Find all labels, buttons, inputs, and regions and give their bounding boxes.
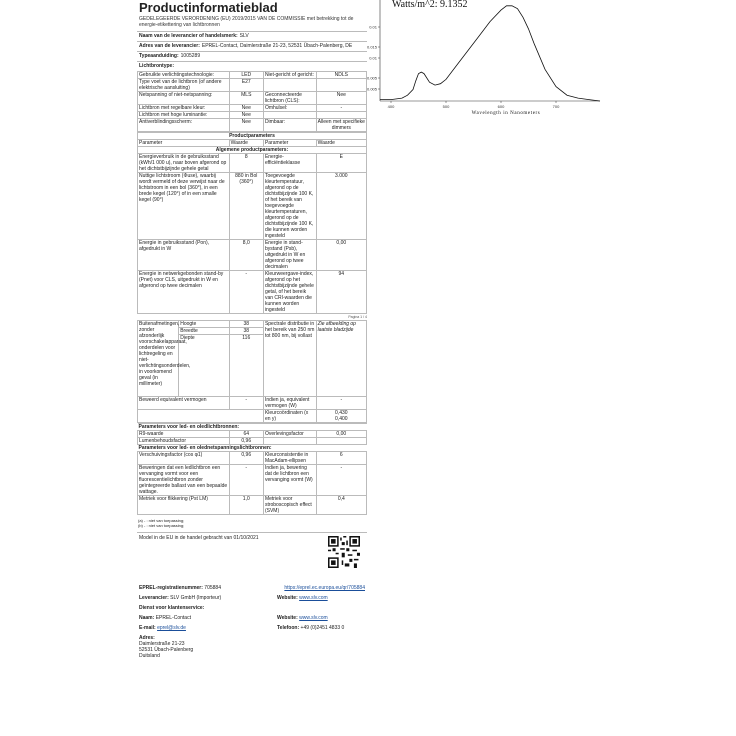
dim-height-value: 38: [229, 321, 263, 328]
spectral-chart-svg: [368, 0, 608, 120]
footer: [137, 532, 367, 657]
type-cell-2: [263, 79, 316, 92]
mains-row: [138, 452, 367, 465]
website-label: Website:: [277, 595, 298, 601]
type-cell-2: Dimbaar:: [263, 119, 316, 132]
type-cell-0: Type voet van de lichtbron (of andere elektrische aansluiting): [138, 79, 230, 92]
supplier-row: [137, 31, 367, 41]
general-cell-2: Energie in stand-bystand (Psb), uitgedrukt in W en afgerond op twee decimalen: [263, 240, 316, 271]
general-cell-0: Energieverbruik in de gebruiksstand (kWh/1 000 u), naar boven afgerond op het dichtstbijzijnde gehele getal: [138, 154, 230, 173]
regulation-text: GEDELEGEERDE VERORDENING (EU) 2019/2015 VAN DE COMMISSIE met betrekking tot de energie-etikettering van lichtbronnen: [139, 16, 354, 28]
type-cell-2: Niet-gericht of gericht:: [263, 72, 316, 79]
footnote-a: (a) - : niet van toepassing;: [138, 518, 185, 523]
spectral-value: Zie afbeelding op laatste bladzijde: [316, 321, 366, 397]
dim-depth-label: Diepte: [179, 335, 229, 397]
type-cell-0: Lichtbron met regelbare kleur:: [138, 105, 230, 112]
type-table: [137, 71, 367, 132]
footnote-b: (b) - : niet van toepassing;: [138, 523, 185, 528]
type-cell-1: Nee: [229, 112, 263, 119]
type-cell-3: -: [316, 105, 366, 112]
type-row: [138, 119, 367, 132]
type-cell-1: LED: [229, 72, 263, 79]
led-cell-0: Lumenbehoudsfactor: [138, 438, 230, 445]
y-tick-label-0: 0.01: [369, 24, 377, 30]
general-cell-3: 94: [316, 271, 366, 314]
general-row: [138, 173, 367, 240]
supplier-label: Leverancier:: [139, 595, 169, 601]
led-cell-0: R9-waarde: [138, 431, 230, 438]
general-cell-0: Energie in netwerkgebonden stand-by (Pnet) voor CLS, uitgedrukt in W en afgerond op twee decimalen: [138, 271, 230, 314]
service-label: Dienst voor klantenservice:: [139, 605, 205, 611]
params-header-parameter-2: Parameter: [263, 140, 316, 147]
spectrum-line-0: [380, 6, 600, 101]
chroma-values: [316, 410, 366, 423]
mains-cell-2: Metriek voor stroboscopisch effect (SVM): [263, 496, 316, 515]
page-number: Pagina 1 / 4: [348, 315, 367, 319]
type-cell-0: Netspanning of niet-netspanning:: [138, 92, 230, 105]
mains-row: [138, 496, 367, 515]
led-cell-3: 0,00: [316, 431, 366, 438]
y-tick-label-4: 0.005: [366, 86, 377, 92]
type-row: [138, 92, 367, 105]
general-cell-3: E: [316, 154, 366, 173]
type-cell-3: NDLS: [316, 72, 366, 79]
product-information-sheet: [137, 0, 367, 736]
phone-value: +49 (0)2451 4833 0: [300, 625, 345, 631]
led-row: [138, 438, 367, 445]
chroma-label: Kleurcoördinaten (x en y): [263, 410, 316, 423]
type-cell-3: Nee: [316, 92, 366, 105]
led-table: [137, 423, 367, 515]
led-cell-2: [263, 438, 316, 445]
general-row: [138, 271, 367, 314]
x-tick-label-3: 700: [552, 104, 560, 109]
model-value: 1005289: [180, 53, 201, 59]
params-header-value: Waarde: [229, 140, 263, 147]
general-cell-2: Kleurweergave-index, afgerond op het dichtstbijzijnde gehele getal, of het bereik van CRI-waarden die kunnen worden ingesteld: [263, 271, 316, 314]
chart-xlabel: Wavelength in Nanometers: [471, 111, 541, 116]
type-cell-3: [316, 112, 366, 119]
dim-width-label: Breedte: [179, 328, 229, 335]
type-cell-2: Geconnecteerde lichtbron (CLS):: [263, 92, 316, 105]
dim-width-value: 38: [229, 328, 263, 335]
mains-cell-0: Verschuivingsfactor (cos φ1): [138, 452, 230, 465]
y-tick-label-1: 0.015: [366, 44, 377, 50]
name-value: EPREL-Contact: [155, 615, 191, 621]
spectral-chart: [368, 0, 608, 120]
led-cell-1: 64: [229, 431, 263, 438]
eprel-link[interactable]: https://eprel.ec.europa.eu/qr/705884: [284, 585, 365, 591]
type-cell-1: MLS: [229, 92, 263, 105]
type-cell-1: E27: [229, 79, 263, 92]
spectral-label: Spectrale distributie in het bereik van 250 nm tot 800 nm, bij vollast: [263, 321, 316, 397]
type-cell-0: Gebruikte verlichtingstechnologie:: [138, 72, 230, 79]
general-cell-1: 8,0: [229, 240, 263, 271]
mains-cell-2: Kleurconsistentie in MacAdam-ellipsen: [263, 452, 316, 465]
website-label-2: Website:: [277, 615, 298, 621]
type-row: [138, 112, 367, 119]
addr-label: Adres:: [139, 635, 155, 641]
type-cell-1: Nee: [229, 119, 263, 132]
mains-cell-3: 0,4: [316, 496, 366, 515]
mains-cell-3: -: [316, 465, 366, 496]
dim-height-label: Hoogte: [179, 321, 229, 328]
general-row: [138, 154, 367, 173]
mains-cell-0: Beweringen dat een ledlichtbron een vervanging vormt voor een fluorescentielichtbron zonder geïntegreerde ballast van een bepaalde wattage.: [139, 465, 228, 495]
qr-code: [328, 536, 360, 568]
mains-cell-0: Metriek voor flikkering (Pst LM): [138, 496, 230, 515]
type-cell-3: Alleen met specifieke dimmers: [317, 119, 365, 131]
y-tick-label-3: 0.005: [366, 75, 377, 81]
supplier-name-label: Naam van de leverancier of handelsmerk:: [139, 33, 238, 39]
general-row: [138, 240, 367, 271]
supplier-value: SLV GmbH (Importeur): [170, 595, 222, 601]
params-header-value-2: Waarde: [316, 140, 366, 147]
mains-cell-2: Indien ja, bewering dat de lichtbron een vervanging vormt (W): [263, 465, 316, 496]
equiv-value: -: [229, 397, 263, 410]
lighttype-label: Lichtbrontype:: [139, 63, 174, 69]
params-header-parameter: Parameter: [138, 140, 230, 147]
mains-row: [138, 465, 367, 496]
email-label: E-mail:: [139, 625, 156, 631]
equiv-right-label: Indien ja, equivalent vermogen (W): [263, 397, 316, 410]
addr-line-1: Daimlerstraße 21-23: [139, 641, 185, 647]
type-cell-3: [316, 79, 366, 92]
supplier-name: SLV: [239, 33, 249, 39]
led-row: [138, 431, 367, 438]
general-cell-1: 880 in Bol (360°): [229, 173, 263, 240]
type-cell-0: Antiverblindingsscherm:: [138, 119, 230, 132]
chroma-x: 0,430: [335, 410, 348, 416]
general-cell-0: Nuttige lichtstroom (Φuse), waarbij wordt vermeld of deze verwijst naar de lichtstroom in een bol (360°), in een brede kegel (120°) of in een smalle kegel (90°): [138, 173, 230, 240]
mains-title: Parameters voor led- en olednetspanningslichtbronnen:: [138, 445, 367, 452]
type-row: [138, 79, 367, 92]
phone-label: Telefoon:: [277, 625, 300, 631]
general-cell-3: 0,00: [316, 240, 366, 271]
model-row: [137, 51, 367, 61]
mains-cell-1: 1,0: [229, 496, 263, 515]
sheet-title: Productinformatieblad: [139, 0, 278, 15]
equiv-right-value: -: [316, 397, 366, 410]
params-title: Productparameters: [138, 133, 367, 140]
email-link[interactable]: eprel@slv.de: [157, 625, 186, 631]
type-cell-0: Lichtbron met hoge luminantie:: [138, 112, 230, 119]
y-tick-label-2: 0.01: [369, 55, 377, 61]
eprel-label: EPREL-registratienummer:: [139, 585, 203, 591]
dims-label: Buitenafmetingen, zonder afzonderlijk voorschakelapparaat, onderdelen voor lichtregeling en niet-verlichtingsonderdelen, in voorkomend geval (in millimeter): [138, 321, 179, 397]
type-cell-2: Omhulsel:: [263, 105, 316, 112]
led-cell-3: [316, 438, 366, 445]
chroma-y: 0,400: [335, 416, 348, 422]
type-cell-1: Nee: [229, 105, 263, 112]
address-label: Adres van de leverancier:: [139, 43, 200, 49]
type-row: [138, 105, 367, 112]
chart-title: Watts/m^2: 9.1352: [392, 0, 468, 10]
address-value: EPREL-Contact, Daimlerstraße 21-23, 52531 Übach-Palenberg, DE: [201, 43, 353, 49]
type-row: [138, 72, 367, 79]
params-table: [137, 132, 367, 314]
general-cell-2: Energie-efficiëntieklasse: [263, 154, 316, 173]
addr-line-2: 52531 Übach-Palenberg: [139, 647, 194, 653]
address-row: [137, 41, 367, 51]
type-cell-2: [263, 112, 316, 119]
mains-cell-1: -: [229, 465, 263, 496]
x-tick-label-2: 600: [497, 104, 505, 109]
mains-cell-1: 0,96: [229, 452, 263, 465]
general-title: Algemene productparameters:: [138, 147, 367, 154]
addr-line-3: Duitsland: [139, 653, 160, 659]
market-date: Model in de EU in de handel gebracht van 01/10/2021: [139, 535, 259, 541]
name-label: Naam:: [139, 615, 155, 621]
x-tick-label-1: 500: [442, 104, 450, 109]
website-link-1[interactable]: www.slv.com: [299, 595, 328, 601]
model-label: Typeaanduiding:: [139, 53, 179, 59]
general-cell-1: -: [229, 271, 263, 314]
general-cell-1: 8: [229, 154, 263, 173]
eprel-value: 705884: [204, 585, 221, 591]
general-cell-3: 3.000: [316, 173, 366, 240]
led-cell-1: 0,96: [229, 438, 263, 445]
general-cell-2: Toegevoegde kleurtemperatuur, afgerond op de dichtstbijzijnde 100 K, of het bereik van toegevoegde kleurtemperaturen, afgerond op de dichtstbijzijnde 100 K, die kunnen worden ingesteld: [263, 173, 316, 240]
general-cell-0: Energie in gebruiksstand (Pon), afgedrukt in W: [138, 240, 230, 271]
mains-cell-3: 6: [316, 452, 366, 465]
dims-table: [137, 320, 367, 423]
dim-depth-value: 116: [229, 335, 263, 397]
led-title: Parameters voor led- en oledlichtbronnen:: [138, 424, 367, 431]
led-cell-2: Overlevingsfactor: [263, 431, 316, 438]
lighttype-row: [137, 61, 367, 71]
x-tick-label-0: 400: [387, 104, 395, 109]
equiv-label: Beweerd equivalent vermogen: [138, 397, 230, 410]
website-link-2[interactable]: www.slv.com: [299, 615, 328, 621]
